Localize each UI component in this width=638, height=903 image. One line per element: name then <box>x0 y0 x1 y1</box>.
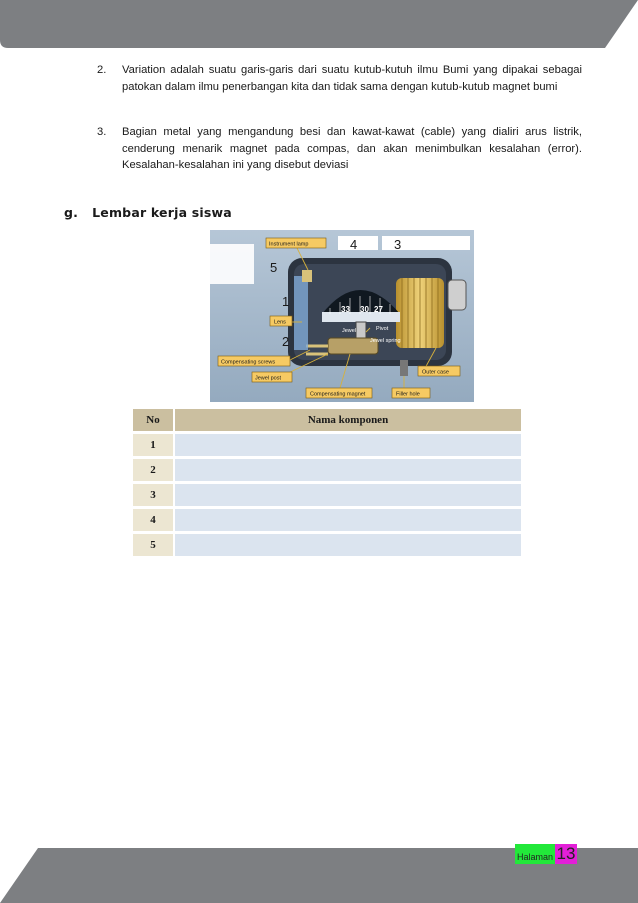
callout-label: Instrument lamp <box>269 241 309 248</box>
table-row <box>133 484 521 506</box>
marker-number: 2 <box>282 334 290 349</box>
table-row <box>133 434 521 456</box>
page-number-badge <box>515 844 577 864</box>
callout-label: Pivot <box>376 326 389 332</box>
component-name-cell[interactable] <box>175 484 521 506</box>
component-name-cell[interactable] <box>175 459 521 481</box>
row-number: 1 <box>133 434 175 456</box>
dial-number: 27 <box>374 305 383 314</box>
callout-label: Lens <box>274 319 286 326</box>
row-number: 4 <box>133 509 175 531</box>
callout-label: Outer case <box>422 369 449 376</box>
list-number: 3. <box>97 126 107 138</box>
table-row <box>133 534 521 556</box>
table-row <box>133 509 521 531</box>
callout-label: Jewel post <box>255 375 281 382</box>
callout-label: Compensating magnet <box>310 391 366 398</box>
row-number: 5 <box>133 534 175 556</box>
component-name-cell[interactable] <box>175 534 521 556</box>
dial-number: 30 <box>360 305 369 314</box>
section-heading <box>64 205 232 220</box>
page-label: Halaman <box>515 844 555 864</box>
compass-diagram <box>210 230 474 402</box>
header-band <box>0 0 638 48</box>
marker-number: 1 <box>282 294 290 309</box>
dial-number: 33 <box>341 305 350 314</box>
section-title: Lembar kerja siswa <box>92 205 232 220</box>
table-row <box>133 459 521 481</box>
paragraph-deviation <box>97 124 582 174</box>
callout-label: Jewel <box>342 328 357 334</box>
callout-label: Filler hole <box>396 391 420 398</box>
column-header-no: No <box>133 409 175 431</box>
table-header-row <box>133 409 521 431</box>
row-number: 3 <box>133 484 175 506</box>
paragraph-text: Variation adalah suatu garis-garis dari suatu kutub-kutuh ilmu Bumi yang dipakai sebagai patokan dalam ilmu penerbangan kita dan tidak sama dengan kutub-kutub magnet bumi <box>122 64 582 93</box>
callout-label: Jewel spring <box>370 338 401 344</box>
marker-number: 4 <box>350 237 358 252</box>
row-number: 2 <box>133 459 175 481</box>
list-number: 2. <box>97 64 107 76</box>
section-letter: g. <box>64 205 79 220</box>
component-name-cell[interactable] <box>175 509 521 531</box>
marker-number: 3 <box>394 237 402 252</box>
components-table <box>133 406 521 559</box>
page-number: 13 <box>556 844 576 863</box>
paragraph-variation <box>97 62 582 95</box>
marker-number: 5 <box>270 260 278 275</box>
component-name-cell[interactable] <box>175 434 521 456</box>
column-header-name: Nama komponen <box>175 409 521 431</box>
paragraph-text: Bagian metal yang mengandung besi dan kawat-kawat (cable) yang dialiri arus listrik, cenderung menarik magnet pada compas, dan akan menimbulkan kesalahan (error). Kesalahan-kesalahan ini yang disebut deviasi <box>122 126 582 171</box>
callout-label: Compensating screws <box>221 359 276 366</box>
